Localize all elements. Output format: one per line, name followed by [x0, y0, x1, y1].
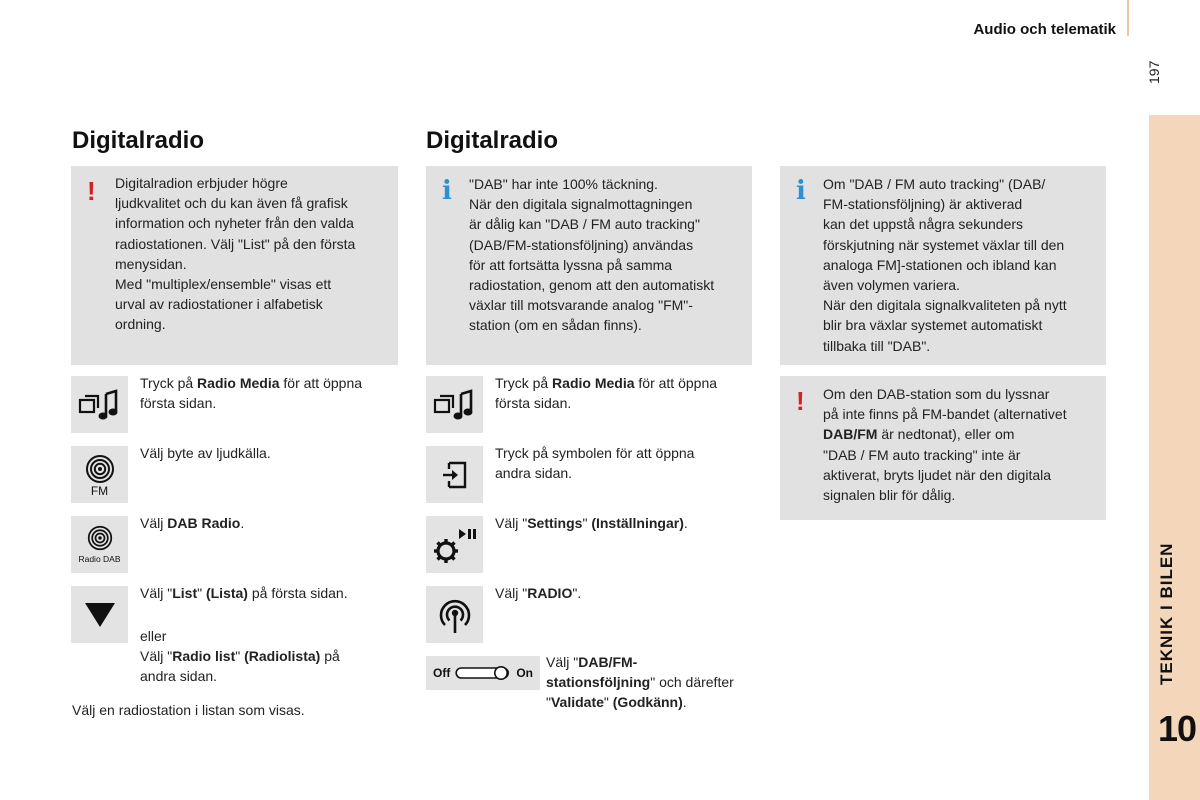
- warning-text: Digitalradion erbjuder högre ljudkvalitet och du kan även få grafisk information och nyheter från den valda radiostationen. Välj "List" på den första menysidan. Med "multiplex/ensemble" visas ett urval av radiostationer i alfabetisk ordning.: [115, 175, 356, 333]
- step-text: Tryck på symbolen för att öppna andra sidan.: [495, 445, 695, 482]
- fm-label: FM: [90, 483, 109, 498]
- info-icon: i: [796, 176, 806, 206]
- footer-text: Välj en radiostation i listan som visas.: [72, 702, 305, 718]
- fm-source-icon: [71, 446, 128, 503]
- radio-dab-label: Radio DAB: [78, 553, 121, 564]
- info-text: "DAB" har inte 100% täckning. När den digitala signalmottagningen är dålig kan "DAB / FM auto tracking" (DAB/FM-stationsföljning) användas för att fortsätta lyssna på samma radiostation, genom att den automatiskt växlar till motsvarande analog "FM"- station (om en sådan finns).: [469, 176, 715, 334]
- triangle-down-icon: [71, 586, 128, 643]
- step-text: Välj "DAB/FM- stationsföljning" och därefter "Validate" (Godkänn).: [546, 654, 734, 711]
- step-text: Välj "RADIO".: [495, 585, 582, 601]
- header-rule: [1127, 0, 1129, 36]
- section-title-middle: Digitalradio: [426, 127, 559, 154]
- info-box-right: [780, 166, 1106, 365]
- step-text: Tryck på Radio Media för att öppna första sidan.: [495, 375, 718, 412]
- toggle-switch-icon: [455, 665, 511, 681]
- next-page-icon: [426, 446, 483, 503]
- warning-box-right: [780, 376, 1106, 520]
- step-text: Tryck på Radio Media för att öppna första sidan.: [140, 375, 363, 412]
- running-header: Audio och telematik: [973, 21, 1116, 38]
- radio-dab-icon: [71, 516, 128, 573]
- step-text: Välj "Radio list" (Radiolista) på andra sidan.: [140, 648, 340, 685]
- off-on-toggle-icon: [426, 656, 540, 690]
- chapter-number: 10: [1158, 708, 1197, 749]
- media-icon: [71, 376, 128, 433]
- warning-text: Om den DAB-station som du lyssnar på inte finns på FM-bandet (alternativet DAB/FM är nedtonat), eller om "DAB / FM auto tracking" inte är aktiverat, bryts ljudet när den digitala signalen blir för dålig.: [823, 386, 1067, 504]
- step-text: Välj byte av ljudkälla.: [140, 445, 271, 461]
- radio-signal-icon: [426, 586, 483, 643]
- info-text: Om "DAB / FM auto tracking" (DAB/ FM-stationsföljning) är aktiverad kan det uppstå några sekunders förskjutning när systemet växlar till den analoga FM]-stationen och ibland kan även volymen variera. När den digitala signalkvaliteten på nytt blir bra växlar systemet automatiskt tillbaka till "DAB".: [823, 176, 1067, 354]
- toggle-off-label: Off: [433, 666, 451, 680]
- media-icon: [426, 376, 483, 433]
- info-box-middle: [426, 166, 752, 365]
- step-text: Välj "List" (Lista) på första sidan.: [140, 585, 348, 601]
- page-number: 197: [1146, 60, 1162, 84]
- or-text: eller: [140, 628, 167, 644]
- warning-icon: !: [87, 176, 96, 206]
- warning-icon: !: [796, 386, 805, 416]
- info-icon: i: [442, 176, 452, 206]
- settings-icon: [426, 516, 483, 573]
- toggle-on-label: On: [516, 666, 533, 680]
- step-text: Välj DAB Radio.: [140, 515, 245, 531]
- section-title-left: Digitalradio: [72, 127, 205, 154]
- chapter-label: TEKNIK I BILEN: [1157, 542, 1176, 685]
- chapter-tab: [1149, 115, 1200, 800]
- warning-box-left: [71, 166, 398, 365]
- step-text: Välj "Settings" (Inställningar).: [495, 515, 688, 531]
